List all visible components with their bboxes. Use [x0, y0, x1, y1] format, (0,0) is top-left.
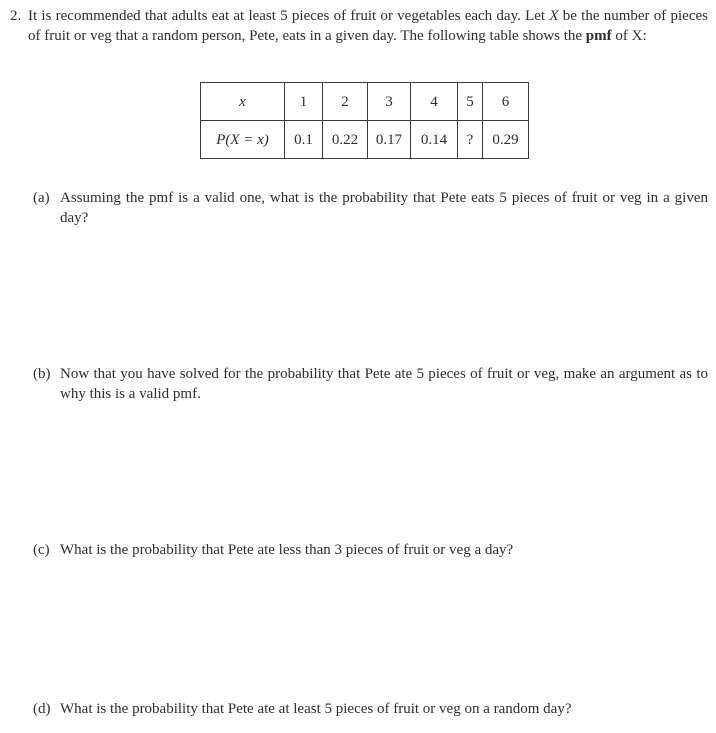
table-header-row [201, 83, 529, 121]
part-c-text: What is the probability that Pete ate less than 3 pieces of fruit or veg a day? [60, 542, 514, 558]
prob-x6: 0.29 [483, 121, 529, 159]
table-header-1: 1 [285, 83, 323, 121]
prob-x2: 0.22 [323, 121, 368, 159]
question-part-d [33, 699, 708, 719]
table-probability-row [201, 121, 529, 159]
pmf-bold-term: pmf [585, 28, 612, 44]
question-part-c [33, 540, 708, 560]
problem-number: 2. [10, 8, 22, 24]
table-header-6: 6 [483, 83, 529, 121]
prob-x4: 0.14 [411, 121, 458, 159]
table-header-2: 2 [323, 83, 368, 121]
table-header-3: 3 [368, 83, 411, 121]
prob-x3: 0.17 [368, 121, 411, 159]
pmf-table-container [200, 82, 529, 159]
intro-segment-1: It is recommended that adults eat at least 5 pieces of fruit or vegetables each day. Let [28, 8, 550, 24]
part-a-text: Assuming the pmf is a valid one, what is the probability that Pete eats 5 pieces of fruit or veg in a given day? [60, 190, 708, 226]
table-row-label: P(X = x) [201, 121, 285, 159]
table-header-5: 5 [458, 83, 483, 121]
part-b-text: Now that you have solved for the probability that Pete ate 5 pieces of fruit or veg, make an argument as to why this is a valid pmf. [60, 366, 708, 402]
intro-segment-3: of X: [611, 28, 647, 44]
part-c-label: (c) [33, 542, 50, 558]
table-header-x: x [201, 83, 285, 121]
part-a-label: (a) [33, 190, 50, 206]
part-d-label: (d) [33, 701, 51, 717]
problem-intro-text [28, 6, 708, 46]
prob-x5-unknown: ? [458, 121, 483, 159]
table-header-4: 4 [411, 83, 458, 121]
question-part-a [33, 188, 708, 228]
question-part-b [33, 364, 708, 404]
part-b-label: (b) [33, 366, 51, 382]
part-d-text: What is the probability that Pete ate at least 5 pieces of fruit or veg on a random day? [60, 701, 572, 717]
prob-x1: 0.1 [285, 121, 323, 159]
intro-segment-2: be the number of pieces of fruit or veg that a random person, Pete, eats in a given day. The following table shows the [28, 8, 708, 44]
pmf-table [200, 82, 529, 159]
problem-statement [10, 6, 708, 46]
random-variable-x: X [549, 8, 559, 24]
